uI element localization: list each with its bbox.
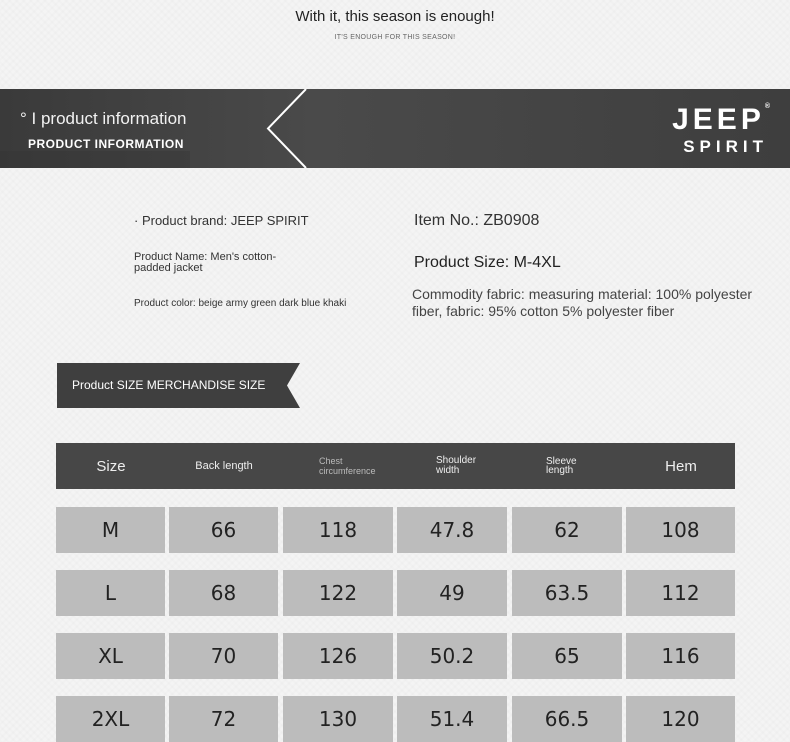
slogan-subtitle: IT'S ENOUGH FOR THIS SEASON! (334, 34, 456, 41)
table-cell-shoulder: 47.8 (397, 507, 507, 553)
product-brand: · Product brand: JEEP SPIRIT (134, 213, 309, 228)
table-cell-sleeve: 62 (512, 507, 622, 553)
table-cell-size: XL (56, 633, 165, 679)
header-back-length: Back length (195, 460, 253, 472)
table-cell-size: L (56, 570, 165, 616)
table-cell-shoulder: 50.2 (397, 633, 507, 679)
header-chest-circumference: Chest circumference (319, 456, 376, 476)
table-cell-back-length: 72 (169, 696, 278, 742)
banner-title: ° I product information (20, 109, 187, 128)
size-section-label: Product SIZE MERCHANDISE SIZE (72, 378, 266, 392)
table-cell-hem: 120 (626, 696, 735, 742)
table-cell-sleeve: 63.5 (512, 570, 622, 616)
product-size: Product Size: M-4XL (414, 254, 561, 271)
header-hem: Hem (665, 457, 697, 475)
table-cell-chest: 122 (283, 570, 393, 616)
table-cell-hem: 108 (626, 507, 735, 553)
table-cell-back-length: 70 (169, 633, 278, 679)
table-cell-sleeve: 65 (512, 633, 622, 679)
table-cell-shoulder: 49 (397, 570, 507, 616)
size-section-tag (57, 363, 300, 408)
header-sleeve-length: Sleeve length (546, 456, 577, 476)
banner-subtitle: PRODUCT INFORMATION (28, 137, 184, 151)
brand-logo-text: JEEP (672, 103, 765, 136)
header-shoulder-width: Shoulder width (436, 455, 477, 476)
registered-mark: ® (764, 103, 770, 110)
table-cell-size: 2XL (56, 696, 165, 742)
table-cell-chest: 118 (283, 507, 393, 553)
table-cell-shoulder: 51.4 (397, 696, 507, 742)
table-cell-size: M (56, 507, 165, 553)
product-color: Product color: beige army green dark blue khaki (134, 298, 347, 309)
slogan: With it, this season is enough! (295, 8, 495, 25)
table-cell-sleeve: 66.5 (512, 696, 622, 742)
table-cell-hem: 112 (626, 570, 735, 616)
size-table-header (56, 443, 735, 489)
table-cell-back-length: 66 (169, 507, 278, 553)
table-cell-chest: 130 (283, 696, 393, 742)
table-cell-back-length: 68 (169, 570, 278, 616)
product-info-banner (0, 89, 790, 168)
table-cell-hem: 116 (626, 633, 735, 679)
product-name: Product Name: Men's cotton-padded jacket (134, 251, 277, 274)
header-size: Size (96, 457, 126, 475)
item-number: Item No.: ZB0908 (414, 212, 540, 229)
brand-logo (672, 103, 770, 137)
product-fabric: Commodity fabric: measuring material: 100% polyester fiber, fabric: 95% cotton 5% polyester fiber (412, 286, 753, 319)
brand-logo-spirit: SPIRIT (683, 137, 768, 156)
table-cell-chest: 126 (283, 633, 393, 679)
